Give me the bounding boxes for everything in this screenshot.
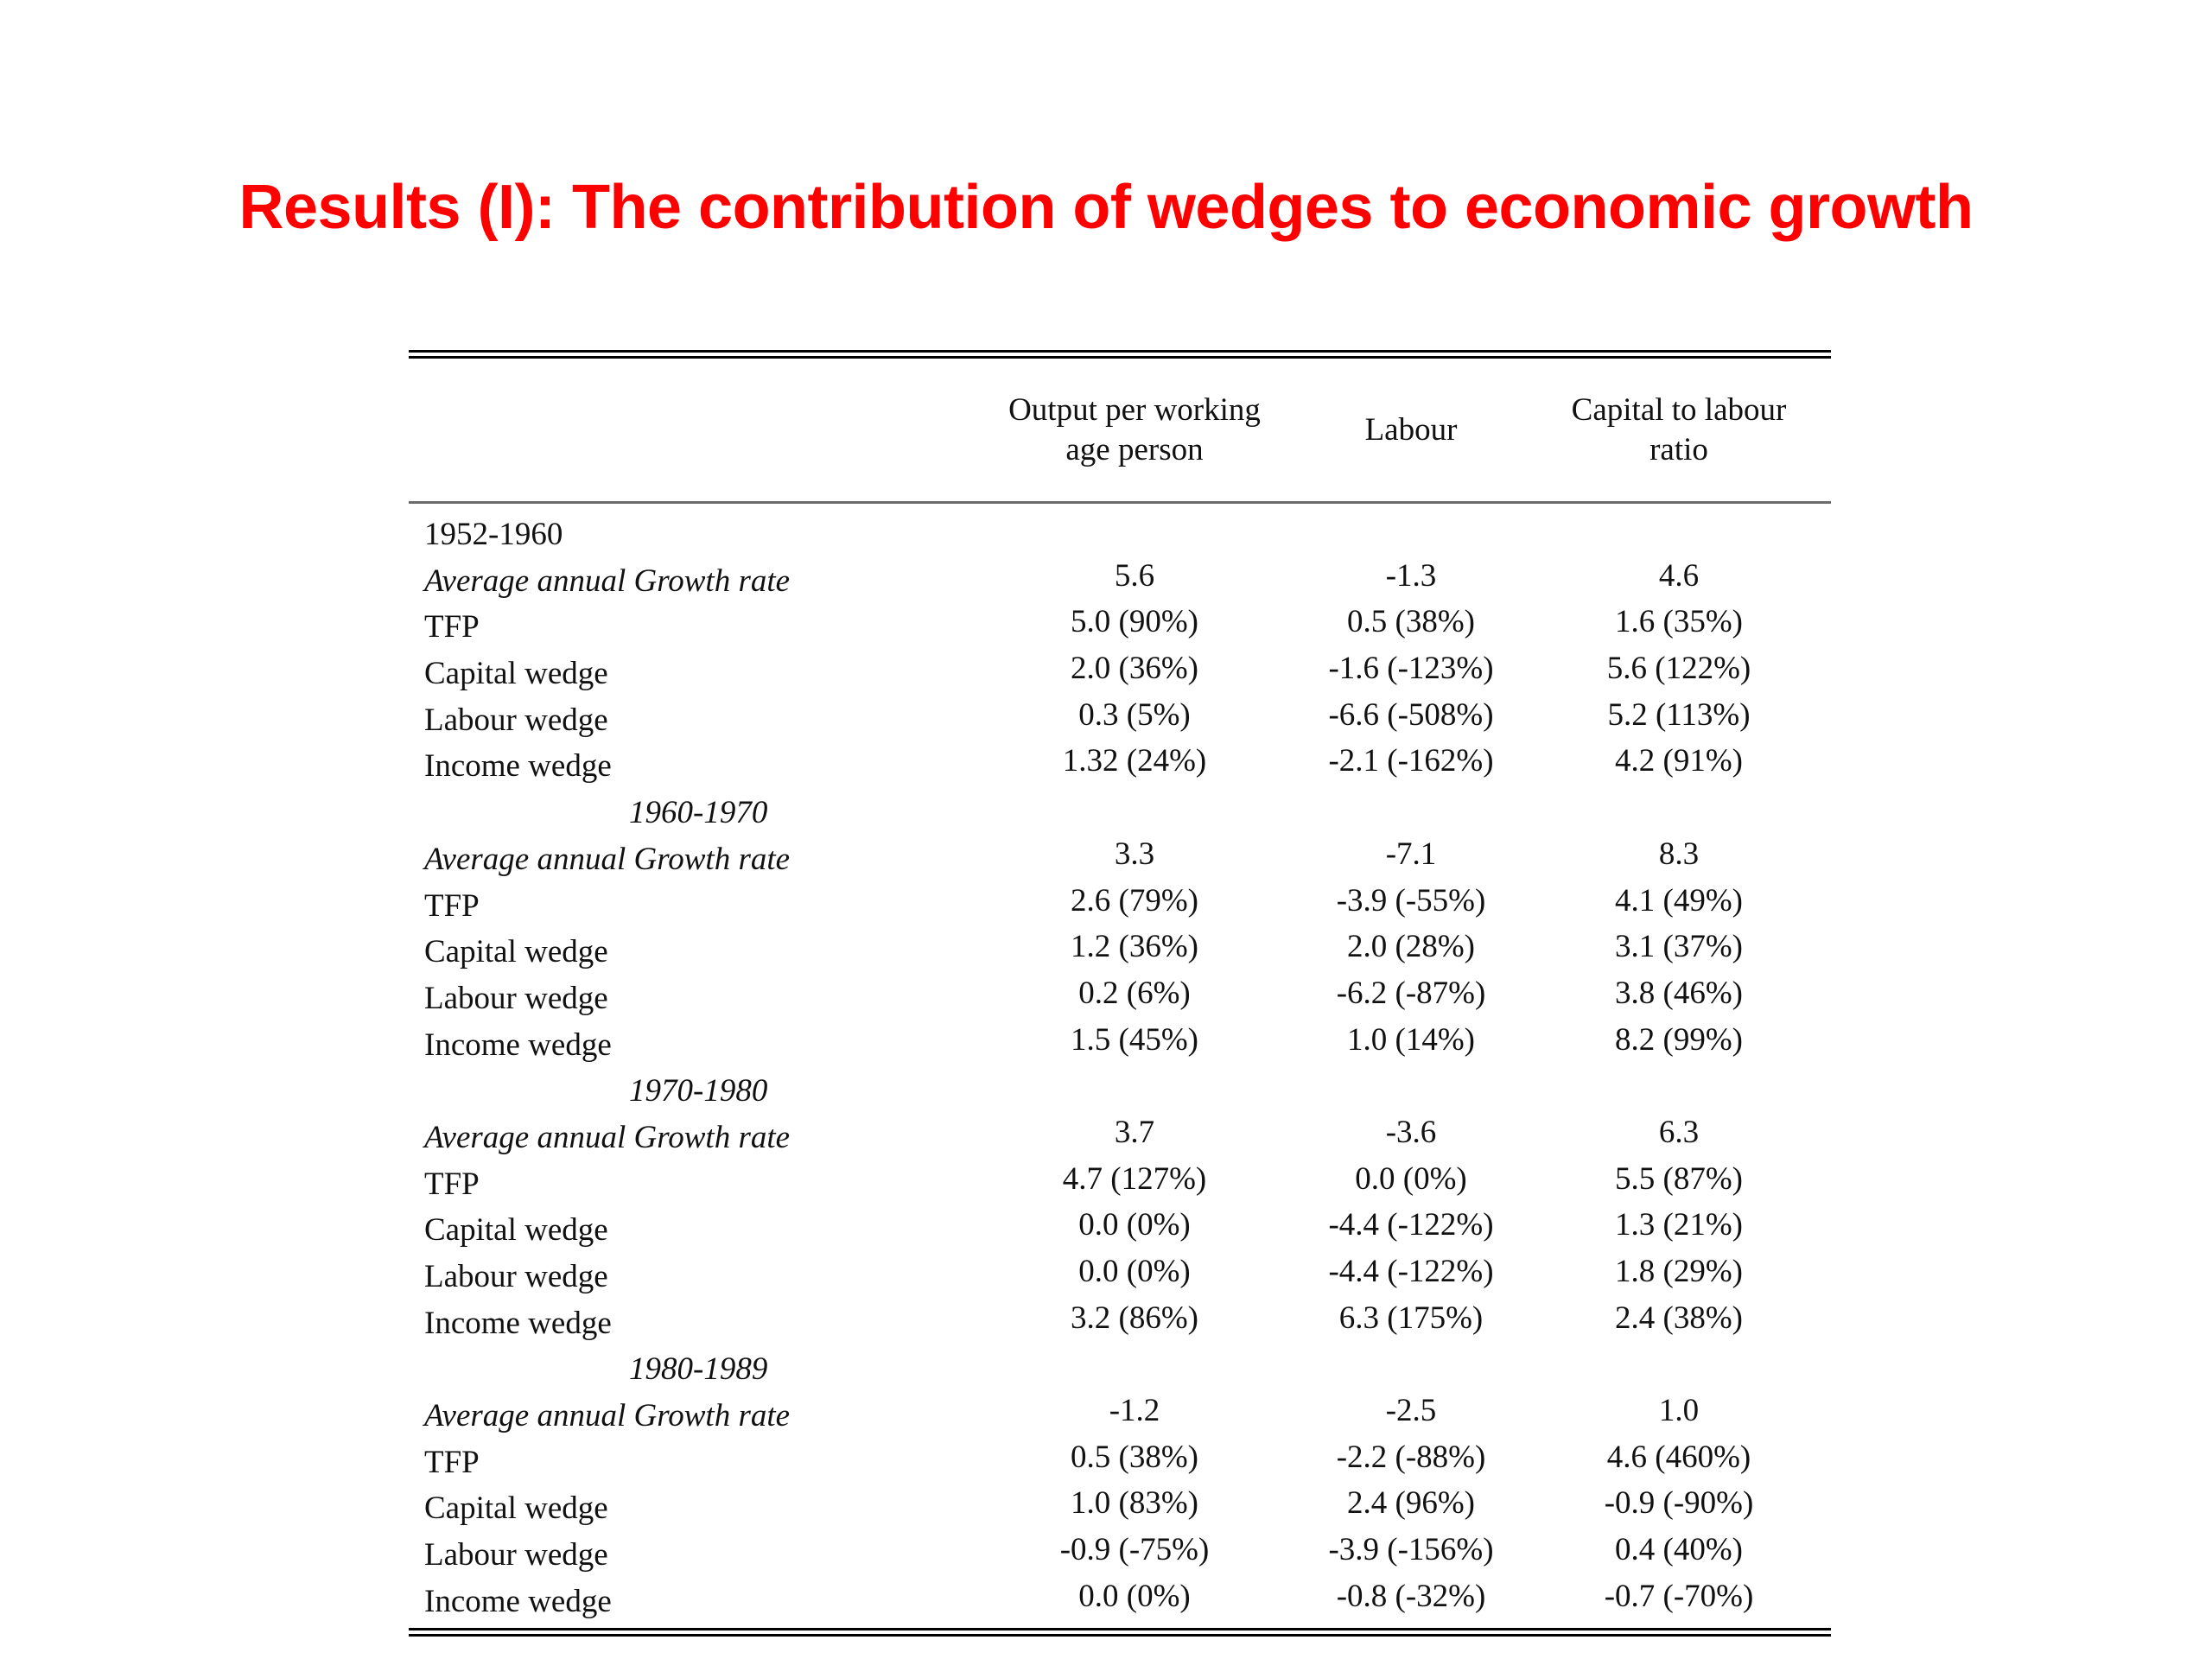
cell-output: 1.2 (36%): [1071, 929, 1198, 965]
cell-output: 5.0 (90%): [1071, 604, 1198, 640]
table-row: [409, 742, 1831, 789]
cell-labour: -4.4 (-122%): [1328, 1207, 1494, 1243]
row-label: Average annual Growth rate: [424, 563, 791, 599]
table-row: [409, 696, 1831, 743]
column-header-capital-labour-ratio: Capital to labour ratio: [1571, 391, 1787, 467]
cell-labour: -2.5: [1385, 1393, 1437, 1429]
period-label: 1980-1989: [629, 1351, 768, 1388]
table-row: [409, 1578, 1831, 1624]
cell-output: 0.0 (0%): [1078, 1578, 1191, 1614]
cell-labour: -1.6 (-123%): [1328, 651, 1494, 687]
cell-output: 1.5 (45%): [1071, 1021, 1198, 1058]
row-label: Capital wedge: [424, 656, 608, 692]
table-row: [409, 1160, 1831, 1207]
table-row: [409, 1392, 1831, 1439]
row-label: Labour wedge: [424, 702, 608, 738]
table-row: [409, 650, 1831, 696]
row-label: Income wedge: [424, 748, 612, 785]
cell-labour: -2.2 (-88%): [1336, 1439, 1486, 1475]
row-label: TFP: [424, 1166, 480, 1202]
table-row: [409, 1300, 1831, 1346]
period-label: 1970-1980: [629, 1073, 768, 1109]
cell-labour: 1.0 (14%): [1347, 1021, 1475, 1058]
cell-labour: -2.1 (-162%): [1328, 743, 1494, 779]
cell-output: -1.2: [1109, 1393, 1160, 1429]
cell-capital-labour-ratio: 4.2 (91%): [1615, 743, 1743, 779]
cell-capital-labour-ratio: -0.9 (-90%): [1604, 1485, 1754, 1522]
cell-capital-labour-ratio: 5.2 (113%): [1607, 696, 1751, 733]
cell-capital-labour-ratio: 8.3: [1658, 836, 1700, 872]
cell-capital-labour-ratio: 6.3: [1658, 1114, 1700, 1150]
row-label: Capital wedge: [424, 1212, 608, 1249]
table-body: [409, 504, 1831, 1628]
cell-capital-labour-ratio: 1.3 (21%): [1615, 1207, 1743, 1243]
table-row: [409, 882, 1831, 929]
table-row: [409, 928, 1831, 975]
cell-output: 3.3: [1114, 836, 1155, 872]
cell-capital-labour-ratio: 1.0: [1658, 1393, 1700, 1429]
table-row: [409, 1439, 1831, 1485]
cell-output: 3.2 (86%): [1071, 1300, 1198, 1336]
slide-title: Results (I): The contribution of wedges to economic growth: [238, 173, 1974, 242]
results-table: [409, 350, 1831, 1637]
row-label: Average annual Growth rate: [424, 1119, 791, 1155]
column-header-output: Output per working age person: [1008, 391, 1261, 467]
cell-capital-labour-ratio: 5.5 (87%): [1615, 1160, 1743, 1197]
table-row: [409, 1531, 1831, 1578]
cell-labour: -3.9 (-156%): [1328, 1532, 1494, 1568]
table-row: [409, 836, 1831, 882]
row-label: Labour wedge: [424, 1537, 608, 1573]
table-row: [409, 1114, 1831, 1160]
cell-labour: -6.2 (-87%): [1336, 975, 1486, 1011]
table-row: [409, 975, 1831, 1021]
cell-labour: -7.1: [1385, 836, 1437, 872]
cell-labour: 0.0 (0%): [1355, 1160, 1467, 1197]
cell-capital-labour-ratio: 3.1 (37%): [1615, 929, 1743, 965]
cell-labour: 0.5 (38%): [1347, 604, 1475, 640]
cell-output: 4.7 (127%): [1062, 1160, 1207, 1197]
cell-labour: -3.6: [1385, 1114, 1437, 1150]
row-label: TFP: [424, 609, 480, 645]
cell-output: 0.2 (6%): [1078, 975, 1191, 1011]
table-row: [409, 1206, 1831, 1253]
cell-capital-labour-ratio: 2.4 (38%): [1615, 1300, 1743, 1336]
cell-labour: 2.4 (96%): [1347, 1485, 1475, 1522]
cell-labour: -4.4 (-122%): [1328, 1254, 1494, 1289]
table-row: [409, 1021, 1831, 1068]
column-header-labour: Labour: [1364, 411, 1458, 448]
period-row: [409, 1345, 1831, 1392]
cell-capital-labour-ratio: 4.1 (49%): [1615, 882, 1743, 918]
cell-labour: -1.3: [1385, 557, 1437, 594]
cell-output: 3.7: [1114, 1114, 1155, 1150]
cell-output: 1.0 (83%): [1071, 1485, 1198, 1522]
cell-output: 2.6 (79%): [1071, 882, 1198, 918]
row-label: Average annual Growth rate: [424, 841, 791, 877]
period-row: [409, 511, 1831, 557]
period-row: [409, 789, 1831, 836]
cell-output: 0.0 (0%): [1078, 1207, 1191, 1243]
table-header: [409, 359, 1831, 501]
cell-labour: 6.3 (175%): [1338, 1300, 1484, 1336]
cell-output: 5.6: [1114, 557, 1155, 594]
table-row: [409, 603, 1831, 650]
cell-output: 0.0 (0%): [1078, 1254, 1191, 1289]
cell-capital-labour-ratio: 1.8 (29%): [1615, 1254, 1743, 1289]
cell-labour: -3.9 (-55%): [1336, 882, 1486, 918]
table-top-rule: [409, 350, 1831, 359]
row-label: Income wedge: [424, 1305, 612, 1341]
cell-capital-labour-ratio: -0.7 (-70%): [1604, 1578, 1754, 1614]
period-row: [409, 1067, 1831, 1114]
cell-output: 0.3 (5%): [1078, 696, 1191, 733]
table-bottom-rule: [409, 1628, 1831, 1637]
row-label: TFP: [424, 1444, 480, 1480]
row-label: Average annual Growth rate: [424, 1398, 791, 1434]
cell-labour: 2.0 (28%): [1347, 929, 1475, 965]
row-label: Income wedge: [424, 1027, 612, 1063]
cell-capital-labour-ratio: 8.2 (99%): [1615, 1021, 1743, 1058]
cell-output: 2.0 (36%): [1071, 651, 1198, 687]
cell-capital-labour-ratio: 4.6 (460%): [1606, 1439, 1751, 1475]
table-row: [409, 1253, 1831, 1300]
cell-capital-labour-ratio: 3.8 (46%): [1615, 975, 1743, 1011]
row-label: Capital wedge: [424, 1491, 608, 1527]
row-label: Labour wedge: [424, 980, 608, 1016]
cell-output: -0.9 (-75%): [1059, 1532, 1210, 1568]
cell-capital-labour-ratio: 0.4 (40%): [1615, 1532, 1743, 1568]
cell-labour: -6.6 (-508%): [1328, 696, 1494, 733]
row-label: Capital wedge: [424, 934, 608, 970]
row-label: TFP: [424, 887, 480, 924]
cell-capital-labour-ratio: 5.6 (122%): [1606, 651, 1751, 687]
period-label: 1960-1970: [629, 795, 768, 831]
table-row: [409, 1484, 1831, 1531]
table-row: [409, 557, 1831, 604]
row-label: Income wedge: [424, 1583, 612, 1619]
cell-capital-labour-ratio: 1.6 (35%): [1615, 604, 1743, 640]
row-label: Labour wedge: [424, 1259, 608, 1294]
cell-output: 1.32 (24%): [1062, 743, 1207, 779]
period-label: 1952-1960: [424, 517, 563, 552]
cell-labour: -0.8 (-32%): [1336, 1578, 1486, 1614]
cell-output: 0.5 (38%): [1071, 1439, 1198, 1475]
cell-capital-labour-ratio: 4.6: [1658, 557, 1700, 594]
